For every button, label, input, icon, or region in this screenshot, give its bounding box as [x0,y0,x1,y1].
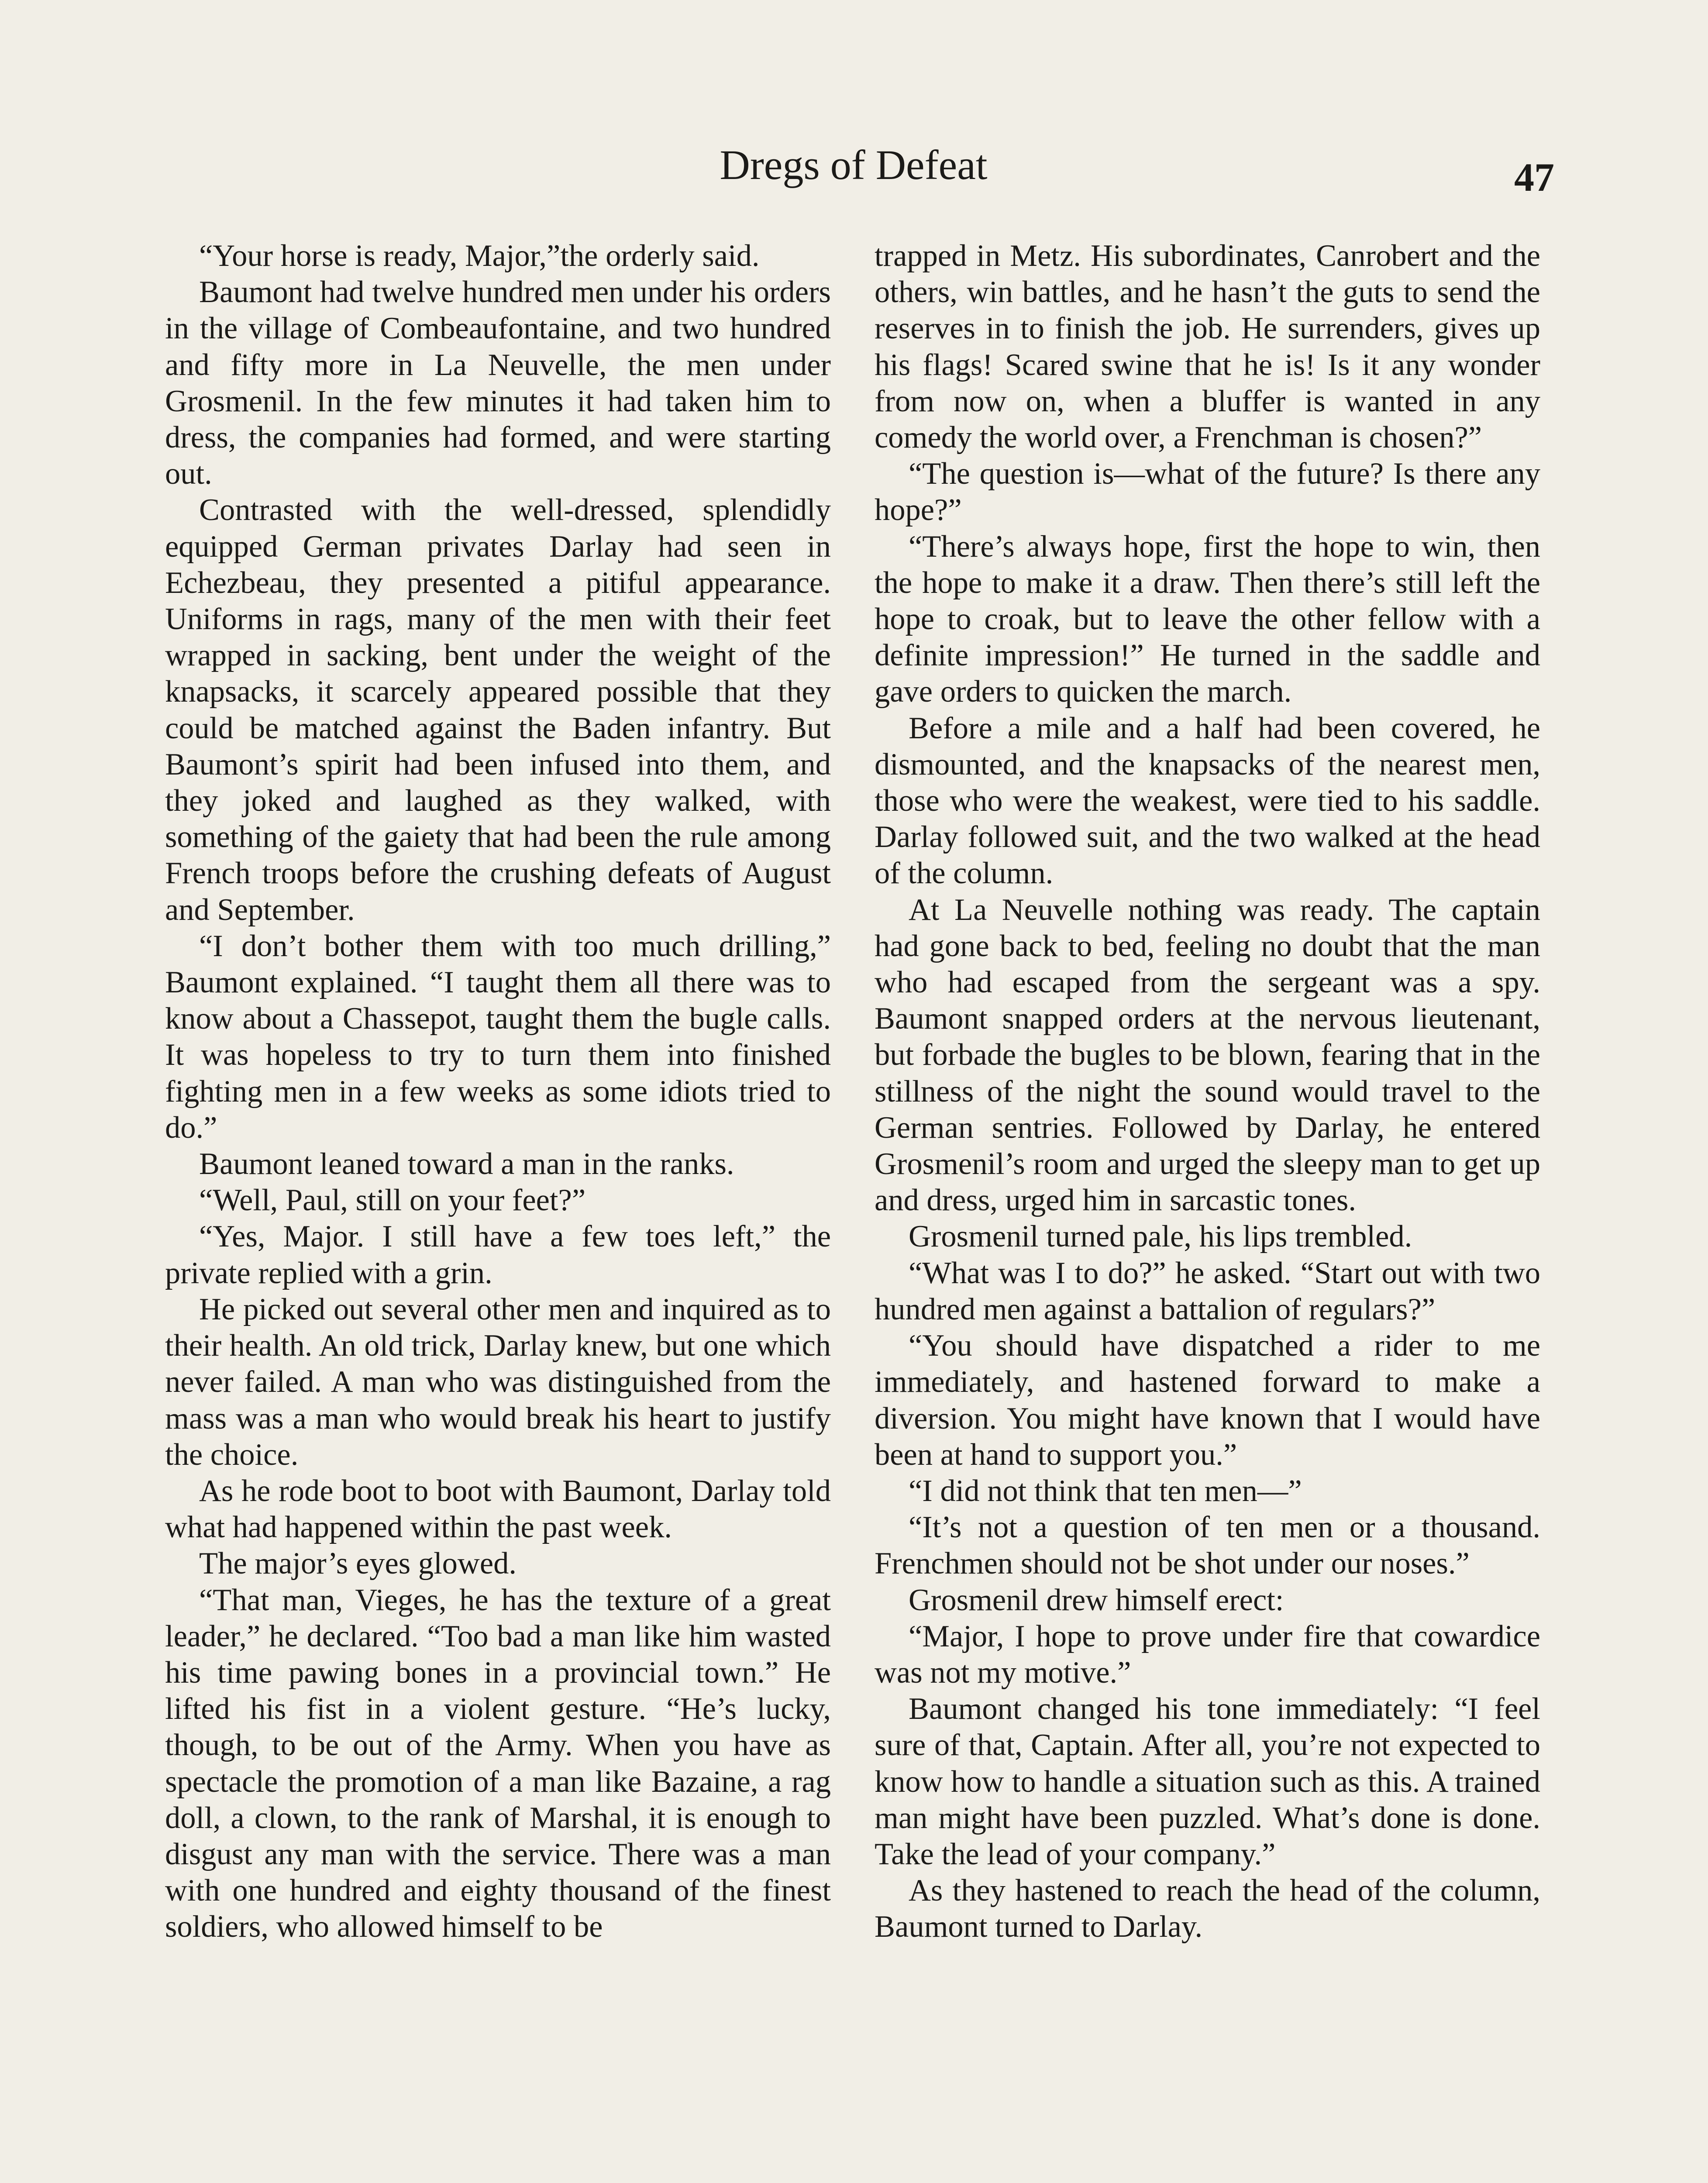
paragraph: Grosmenil turned pale, his lips trembled. [909,1219,1412,1254]
left-column [165,238,831,1945]
paragraph: Before a mile and a half had been covered, he dismounted, and the knapsacks of the nearest men, those who were the weakest, were tied to his saddle. Darlay followed suit, and the two walked at the head of the column. [875,711,1540,891]
paragraph: Contrasted with the well-dressed, splendidly equipped German privates Darlay had seen in Echezbeau, they presented a pitiful appearance. Uniforms in rags, many of the men with their feet wrapped in sacking, bent under the weight of the knapsacks, it scarcely appeared possible that they could be matched against the Baden infantry. But Baumont’s spirit had been infused into them, and they joked and laughed as they walked, with something of the gaiety that had been the rule among French troops before the crushing defeats of August and September. [165,493,831,927]
paragraph: As he rode boot to boot with Baumont, Darlay told what had happened within the past week. [165,1474,831,1545]
paragraph: Baumont leaned toward a man in the ranks. [199,1147,734,1181]
paragraph: “Well, Paul, still on your feet?” [199,1183,586,1218]
paragraph: “I don’t bother them with too much drilling,” Baumont explained. “I taught them all there was to know about a Chassepot, taught them the bugle calls. It was hopeless to try to turn them into finished fighting men in a few weeks as some idiots tried to do.” [165,929,831,1145]
paragraph: “It’s not a question of ten men or a thousand. Frenchmen should not be shot under our noses.” [875,1510,1540,1581]
paragraph: The major’s eyes glowed. [199,1546,517,1581]
paragraph: “Yes, Major. I still have a few toes left,” the private replied with a grin. [165,1219,831,1290]
right-column [875,238,1540,1945]
paragraph: Baumont changed his tone immediately: “I feel sure of that, Captain. After all, you’re not expected to know how to handle a situation such as this. A trained man might have been puzzled. What’s done is done. Take the lead of your company.” [875,1692,1540,1871]
paragraph: “The question is—what of the future? Is there any hope?” [875,457,1540,527]
paragraph: “Major, I hope to prove under fire that cowardice was not my motive.” [875,1619,1540,1690]
running-title: Dregs of Defeat [720,141,988,188]
paragraph: “What was I to do?” he asked. “Start out with two hundred men against a battalion of regulars?” [875,1256,1540,1326]
paragraph: “Your horse is ready, Major,”the orderly said. [199,239,760,273]
paragraph: He picked out several other men and inquired as to their health. An old trick, Darlay knew, but one which never failed. A man who was distinguished from the mass was a man who would break his heart to justify the choice. [165,1292,831,1472]
paragraph: As they hastened to reach the head of the column, Baumont turned to Darlay. [875,1873,1540,1944]
paragraph: “I did not think that ten men—” [909,1474,1302,1508]
continued-paragraph: trapped in Metz. His subordinates, Canrobert and the others, win battles, and he hasn’t the guts to send the reserves in to finish the job. He surrenders, gives up his flags! Scared swine that he is! Is it any wonder from now on, when a bluffer is wanted in any comedy the world over, a Frenchman is chosen?” [875,239,1540,455]
paragraph: “There’s always hope, first the hope to win, then the hope to make it a draw. Then there’s still left the hope to croak, but to leave the other fellow with a definite impression!” He turned in the saddle and gave orders to quicken the march. [875,529,1540,709]
paragraph: Grosmenil drew himself erect: [909,1583,1284,1617]
paragraph: “That man, Vieges, he has the texture of a great leader,” he declared. “Too bad a man like him wasted his time pawing bones in a provincial town.” He lifted his fist in a violent gesture. “He’s lucky, though, to be out of the Army. When you have as spectacle the promotion of a man like Bazaine, a rag doll, a clown, to the rank of Marshal, it is enough to disgust any man with the service. There was a man with one hundred and eighty thousand of the finest soldiers, who allowed himself to be [165,1583,831,1944]
paragraph: Baumont had twelve hundred men under his orders in the village of Combeaufontaine, and two hundred and fifty more in La Neuvelle, the men under Grosmenil. In the few minutes it had taken him to dress, the companies had formed, and were starting out. [165,275,831,491]
page-number: 47 [1514,155,1554,200]
paragraph: “You should have dispatched a rider to me immediately, and hastened forward to make a diversion. You might have known that I would have been at hand to support you.” [875,1329,1540,1472]
paragraph: At La Neuvelle nothing was ready. The captain had gone back to bed, feeling no doubt that the man who had escaped from the sergeant was a spy. Baumont snapped orders at the nervous lieutenant, but forbade the bugles to be blown, fearing that in the stillness of the night the sound would travel to the German sentries. Followed by Darlay, he entered Grosmenil’s room and urged the sleepy man to get up and dress, urged him in sarcastic tones. [875,892,1540,1218]
